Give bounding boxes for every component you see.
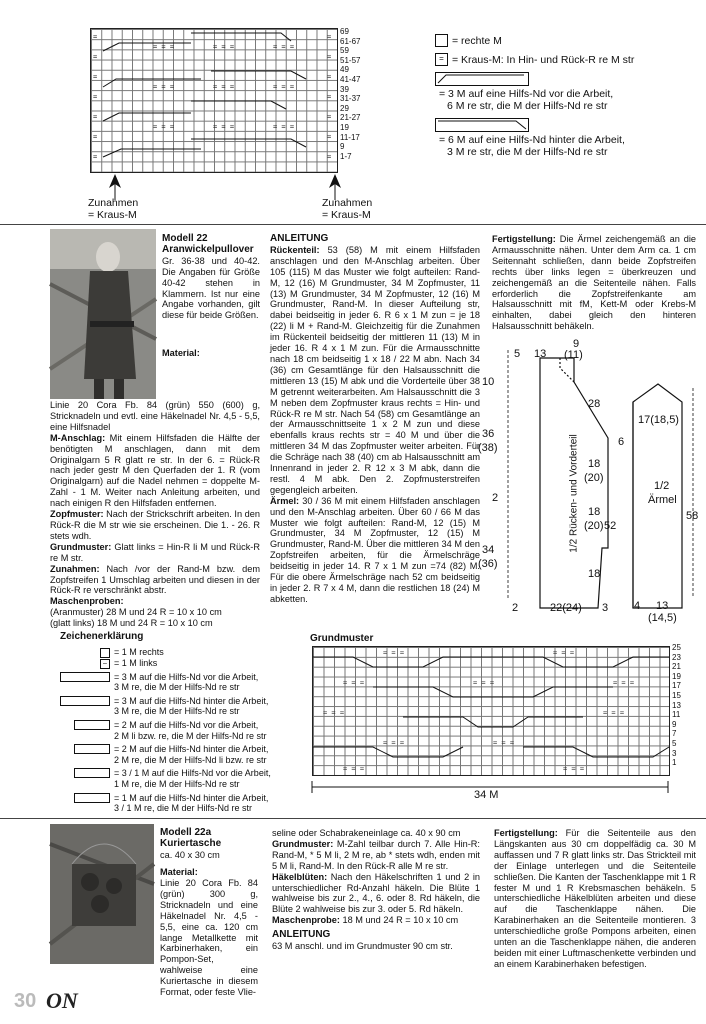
row-label: 59 <box>340 46 349 56</box>
grund-22a-label: Grundmuster: <box>272 838 334 849</box>
schem-label: 18 <box>588 458 601 470</box>
svg-text:= = =: = = = <box>153 43 175 51</box>
svg-text:= = =: = = = <box>383 739 405 747</box>
svg-text:=: = <box>93 53 98 61</box>
cable-2-back-icon <box>74 744 110 754</box>
schem-label: (20) <box>584 472 604 484</box>
probe-line: (glatt links) 18 M und 24 R = 10 x 10 cm <box>50 618 213 629</box>
top-legend <box>435 34 695 158</box>
cable-3-back-icon <box>60 696 110 706</box>
material-label: Material: <box>162 348 200 358</box>
row-label: 19 <box>340 122 349 132</box>
probe-label: Maschenproben: <box>50 596 124 607</box>
row-label: 21-27 <box>340 113 361 123</box>
svg-text:= = =: = = = <box>273 43 295 51</box>
svg-text:= = =: = = = <box>213 83 235 91</box>
grundmuster-width-label: 34 M <box>474 789 499 801</box>
row-label: 51-57 <box>340 55 361 65</box>
svg-text:= = =: = = = <box>553 649 575 657</box>
col2-intro: seline oder Schabrakeneinlage ca. 40 x 90 cm <box>272 828 461 838</box>
svg-text:= = =: = = = <box>473 679 495 687</box>
row-label: 61-67 <box>340 36 361 46</box>
model-22-photo <box>50 229 156 399</box>
svg-text:=: = <box>93 133 98 141</box>
svg-text:= = =: = = = <box>343 679 365 687</box>
fertig-22-text: Die Ärmel zeichengemäß an die Armausschnitte nähen. Unter dem Arm ca. 1 cm Seitennaht schließen, dann beide Zopfstreifen rechts über links legen = überkreuzen und zeichengemäß an die Seitenteile nähen. Falls erforderlich die Zopfstreifenkante am Halsausschnitt mit fM, Kett-M oder Krebs-M einhalten, dabei gleich den hinteren Halsausschnitt behäkeln. <box>492 234 696 332</box>
model-22-intro: Gr. 36-38 und 40-42. Die Angaben für Größe 40-42 stehen in Klammern. Ist nur eine Angabe vorhanden, gilt diese für beide Größen. <box>162 255 260 321</box>
svg-text:= = =: = = = <box>153 83 175 91</box>
model-22a-photo <box>50 824 154 964</box>
schem-label: 28 <box>588 398 601 410</box>
schem-label: 2 <box>492 492 499 504</box>
row-label: 69 <box>340 27 349 36</box>
svg-text:=: = <box>93 153 98 161</box>
probe-22a-label: Maschenprobe: <box>272 915 340 926</box>
model-22a-title: Modell 22a <box>160 827 212 838</box>
row-label: 9 <box>672 719 677 729</box>
grund-text: Glatt links = Hin-R li M und Rück-R re M str. <box>50 541 261 563</box>
model-22a-material: Linie 20 Cora Fb. 84 (grün) 300 g, Stricknadeln und eine Häkelnadel Nr. 4,5 - 5,5, eine ca. 120 cm lange Metallkette mit Karbinerhaken, ein Pompon-Set, wahlweise eine Kuriertasche in diesem Format, oder feste Vlie- <box>160 878 258 998</box>
svg-text:= = =: = = = <box>153 123 175 131</box>
cable-2-front-icon <box>74 720 110 730</box>
schem-label: 6 <box>618 436 625 448</box>
svg-text:=: = <box>327 113 332 121</box>
zopf-text: Nach der Strickschrift arbeiten. In den Rück-R die M str wie sie erscheinen. Die 1. - 26. R stets wdh. <box>50 509 260 541</box>
row-label: 9 <box>340 142 345 152</box>
legend-item: = 3 M auf die Hilfs-Nd hinter die Arbeit, 3 M re, die M der Hilfs-Nd re str <box>114 695 269 717</box>
schem-label: 2 <box>512 602 519 614</box>
blueten-text: Nach den Häkelschriften 1 und 2 in unterschiedlicher Rd-Anzahl häkeln. Die Blüte 1 wahlweise bis zur 2., 4., 6. oder 8. Rd häkeln, die Blüte 2 wahlweise bis zur 3. oder 5. Rd häkeln. <box>272 871 480 915</box>
cable-back-symbol-icon <box>435 118 529 132</box>
knit-symbol-icon <box>435 34 448 47</box>
schem-label: 13 <box>656 600 669 612</box>
increase-label-right: Zunahmen = Kraus-M <box>322 197 373 221</box>
cable-3-1-front-icon <box>74 768 110 778</box>
cable-front-symbol-icon <box>435 72 529 86</box>
row-label: 23 <box>672 652 681 662</box>
fertig-22a <box>494 828 696 970</box>
schem-label: 4 <box>634 600 641 612</box>
svg-text:= = =: = = = <box>273 123 295 131</box>
row-label: 19 <box>672 671 681 681</box>
model-22a-subtitle: Kuriertasche <box>160 837 222 849</box>
row-label: 25 <box>672 643 681 652</box>
model-22-header <box>162 234 260 329</box>
schem-label: 9 <box>573 338 580 350</box>
row-label: 39 <box>340 84 349 94</box>
schematic-labels <box>478 338 702 624</box>
svg-text:= = =: = = = <box>343 765 365 773</box>
grundmuster-title: Grundmuster <box>310 633 374 644</box>
schem-label: 13 <box>534 348 547 360</box>
row-label: 1 <box>672 758 677 768</box>
legend-item: = 1 M links <box>114 657 158 668</box>
manschlag-label: M-Anschlag: <box>50 432 106 443</box>
model-22a-size: ca. 40 x 30 cm <box>160 849 220 860</box>
page-number: 30 <box>14 990 37 1012</box>
svg-text:=: = <box>327 93 332 101</box>
schem-label: 22(24) <box>550 602 582 614</box>
legend-garter: = Kraus-M: In Hin- und Rück-R re M str <box>452 53 635 66</box>
cable-1-back-icon <box>74 793 110 803</box>
legend-item: = 3 / 1 M auf die Hilfs-Nd vor die Arbeit, 1 M re, die M der Hilfs-Nd re str <box>114 768 271 789</box>
schem-label: 18 <box>588 568 601 580</box>
model-22-col1 <box>50 400 260 629</box>
svg-text:= = =: = = = <box>383 649 405 657</box>
svg-text:=: = <box>93 33 98 41</box>
legend-item: = 1 M rechts <box>114 646 164 657</box>
legend-item: = 3 M auf die Hilfs-Nd vor die Arbeit, 3 M re, die M der Hilfs-Nd re str <box>114 671 259 693</box>
model-22a-header <box>160 828 258 878</box>
aermel-label: Ärmel: <box>270 495 300 506</box>
schem-label: (14,5) <box>648 612 677 624</box>
svg-text:=: = <box>327 33 332 41</box>
schem-label: 34 <box>482 544 495 556</box>
row-label: 11 <box>672 710 681 720</box>
blueten-label: Häkelblüten: <box>272 871 328 882</box>
legend-item: = 1 M auf die Hilfs-Nd hinter die Arbeit, 3 / 1 M re, die M der Hilfs-Nd re str <box>114 792 269 814</box>
svg-text:=: = <box>327 133 332 141</box>
svg-text:= = =: = = = <box>613 679 635 687</box>
model-22-material: Linie 20 Cora Fb. 84 (grün) 550 (600) g, Stricknadeln und evtl. eine Häkelnadel Nr. 4,5 - 5,5, eine Hilfsnadel <box>50 400 260 432</box>
divider <box>0 818 706 819</box>
model-22-subtitle: Aranwickelpullover <box>162 243 254 255</box>
aran-cable-chart <box>90 28 338 173</box>
legend-cable-back: = 6 M auf eine Hilfs-Nd hinter die Arbeit, 3 M re str, die M der Hilfs-Nd re str <box>439 134 625 158</box>
schem-label: 36 <box>482 428 495 440</box>
svg-text:=: = <box>93 73 98 81</box>
schem-label: (38) <box>478 442 498 454</box>
svg-text:=: = <box>327 53 332 61</box>
svg-text:= = =: = = = <box>493 739 515 747</box>
anleitung-title: ANLEITUNG <box>270 233 329 244</box>
model-22-material-block <box>162 348 260 359</box>
anleitung-22a-title: ANLEITUNG <box>272 929 331 941</box>
garter-symbol-icon: = <box>435 53 448 66</box>
schem-label: 18 <box>588 506 601 518</box>
row-label: 1-7 <box>340 151 352 161</box>
grundmuster-chart <box>312 646 670 776</box>
zopf-label: Zopfmuster: <box>50 509 104 520</box>
svg-text:=: = <box>327 153 332 161</box>
schem-label: Ärmel <box>648 494 677 506</box>
legend-item: = 2 M auf die Hilfs-Nd vor die Arbeit, 2 M li bzw. re, die M der Hilfs-Nd re str <box>114 719 267 741</box>
probe-line: (Aranmuster) 28 M und 24 R = 10 x 10 cm <box>50 607 222 618</box>
legend-knit: = rechte M <box>452 34 502 47</box>
cable-chart-row-labels <box>340 27 380 161</box>
row-label: 15 <box>672 690 681 700</box>
model-22a-col2 <box>272 828 480 952</box>
zeichen-title: Zeichenerklärung <box>60 631 144 642</box>
ruecken-label: Rückenteil: <box>270 244 320 255</box>
row-label: 41-47 <box>340 74 361 84</box>
row-label: 31-37 <box>340 94 361 104</box>
schem-label: 17(18,5) <box>638 414 679 426</box>
zeichen-legend <box>60 632 300 814</box>
row-label: 49 <box>340 65 349 75</box>
cable-3-front-icon <box>60 672 110 682</box>
brand-logo: ON <box>46 988 78 1013</box>
schem-label: 10 <box>482 376 495 388</box>
fertig-22a-label: Fertigstellung: <box>494 828 558 838</box>
zunahmen-text: Nach /vor der Rand-M bzw. dem Zopfstreifen 1 Umschlag arbeiten und diesen in der Rück-R re verschränkt abstr. <box>50 563 260 596</box>
manschlag-text: Mit einem Hilfsfaden die Hälfte der benötigten M anschlagen, dann mit dem Originalgarn 5 R glatt re str. In der 6. = Rück-R nach jeder gestr M den Querfaden der 1. R (vom Originalgarn) auf die Nadel nehmen = doppelte M-Zahl - 1 M. Weiter nach Anleitung arbeiten, und nach einigen R den Hilfsfaden entfernen. <box>50 432 260 509</box>
schem-label: 3 <box>602 602 609 614</box>
svg-text:=: = <box>93 113 98 121</box>
anleitung-22a-text: 63 M anschl. und im Grundmuster 90 cm str. <box>272 941 453 952</box>
row-label: 13 <box>672 700 681 710</box>
schem-label: 5 <box>514 348 521 360</box>
fertig-22 <box>492 234 696 332</box>
ruecken-text: 53 (58) M mit einem Hilfsfaden anschlagen und den M-Anschlag arbeiten. Über 105 (115) M das Muster wie folgt aufteilen: Rand-M, 12 (16) M Grundmuster, 34 M Zopfmuster, 11 (13) M Grundmuster, 34 M Zopfmuster, 12 (16) M Grundmuster, Rand-M. In dieser Aufteilung str, dabei beidseitig in jeder 6. R 6 x 1 M zun = je 18 (22) li M + Rand-M. Gleichzeitig für die Zunahmen im Rückenteil beidseitig der mittleren 11 (13) M in jeder 16. R 4 x 1 M zun. Für die Armausschnitte nach 18 cm beidseitig 1 x 18 / 22 M abn. Nach 34 (36) cm Gesamtlänge für den Halsausschnitt die mittleren 13 (15) M abk und die Vorderteile über 38 M getrennt weiterarbeiten. Am Halsausschnitt die 3 M neben dem Zopfmuster kraus rechts = Hin- und Rück-R re M str. Nach 54 (58) cm Gesamtlänge an der Armausschnittseite 1 x 2 M zun und diese ebenfalls kraus rechts str = 40 M und über die mittleren 34 M das Zopfmuster weiter arbeiten. Für die Schräge nach 38 (40) cm ab Halsausschnitt am Innenrand in jeder 2. R 12 x 3 M abk, dann die restl. 4 M abk. Den 2. Zopfmusterstreifen gegengleich arbeiten. <box>270 244 480 495</box>
schem-label: (36) <box>478 558 498 570</box>
body-vertical-label: 1/2 Rücken- und Vorderteil <box>568 434 580 553</box>
row-label: 11-17 <box>340 132 360 142</box>
grundmuster-row-labels <box>672 643 702 768</box>
model-22-title: Modell 22 <box>162 233 208 244</box>
knit-icon <box>100 648 110 658</box>
row-label: 7 <box>672 729 677 739</box>
svg-text:= = =: = = = <box>273 83 295 91</box>
grund-label: Grundmuster: <box>50 541 112 552</box>
fertig-22-label: Fertigstellung: <box>492 234 556 244</box>
fertig-22a-text: Für die Seitenteile aus den Längskanten aus 30 cm doppelfädig ca. 30 M auffassen und 7 R glatt links str. Das Strickteil mit der Einlage unterlegen und die Seitenteile schließen. Die Kanten der Taschenklappe mit 1 R fester M und 1 R Krebsmaschen behäkeln. 5 unterschiedliche Häkelblüten arbeiten und diese auf die Taschenklappe nähen. Die Karabinerhaken an die Seitenteile montieren. 3 unterschiedliche große Pompons arbeiten, einen unten an die Taschenklappe nähen, die anderen beiden mit einer Luftmaschenkette verbinden und an einem Karabinerhaken befestigen. <box>494 828 696 969</box>
aermel-text: 30 / 36 M mit einem Hilfsfaden anschlagen und den M-Anschlag arbeiten. Über 60 / 66 M das Muster wie folgt aufteilen: Rand-M, 12 (15) M Grundmuster, 34 M Zopfmuster, 12 (15) M Grundmuster, Rand-M. Über die mittleren 34 M den Zopfstreifen arbeiten, für die Ärmelschräge beidseitig in jeder 14. R 7 x 1 M zun =74 (82) M. Für die obere Ärmelschräge nach 52 cm beidseitig in jeder 2. R 7 x 4 M, dann die restlichen 18 (24) M abketten. <box>270 495 480 604</box>
row-label: 3 <box>672 748 677 758</box>
anleitung-column <box>270 234 480 605</box>
purl-icon: – <box>100 659 110 669</box>
schem-label: 1/2 <box>654 480 670 492</box>
probe-22a-text: 18 M und 24 R = 10 x 10 cm <box>342 915 459 926</box>
svg-text:= = =: = = = <box>563 765 585 773</box>
svg-text:= = =: = = = <box>213 43 235 51</box>
zunahmen-label: Zunahmen: <box>50 563 100 574</box>
divider <box>0 224 706 225</box>
grundmuster-marks <box>313 647 669 775</box>
row-label: 21 <box>672 662 681 672</box>
svg-text:=: = <box>327 73 332 81</box>
svg-text:= = =: = = = <box>213 123 235 131</box>
material-label-22a: Material: <box>160 866 198 877</box>
svg-text:= = =: = = = <box>323 709 345 717</box>
schem-label: (20) <box>584 520 604 532</box>
grund-22a-text: M-Zahl teilbar durch 7. Alle Hin-R: Rand-M, * 5 M li, 2 M re, ab * stets wdh, enden mit 5 M li, Rand-M. In den Rück-R alle M re str. <box>272 838 480 871</box>
row-label: 5 <box>672 738 677 748</box>
svg-text:= = =: = = = <box>603 709 625 717</box>
legend-cable-front: = 3 M auf eine Hilfs-Nd vor die Arbeit, 6 M re str, die M der Hilfs-Nd re str <box>439 88 614 112</box>
schem-label: 58 <box>686 510 699 522</box>
legend-item: = 2 M auf die Hilfs-Nd hinter die Arbeit, 2 M re, die M der Hilfs-Nd li bzw. re str <box>114 744 269 765</box>
row-label: 29 <box>340 103 349 113</box>
schem-label: 52 <box>604 520 617 532</box>
svg-text:=: = <box>93 93 98 101</box>
schem-label: (11) <box>564 349 583 361</box>
increase-label-left: Zunahmen = Kraus-M <box>88 197 139 221</box>
row-label: 17 <box>672 681 681 691</box>
cable-chart-marks <box>91 29 337 172</box>
